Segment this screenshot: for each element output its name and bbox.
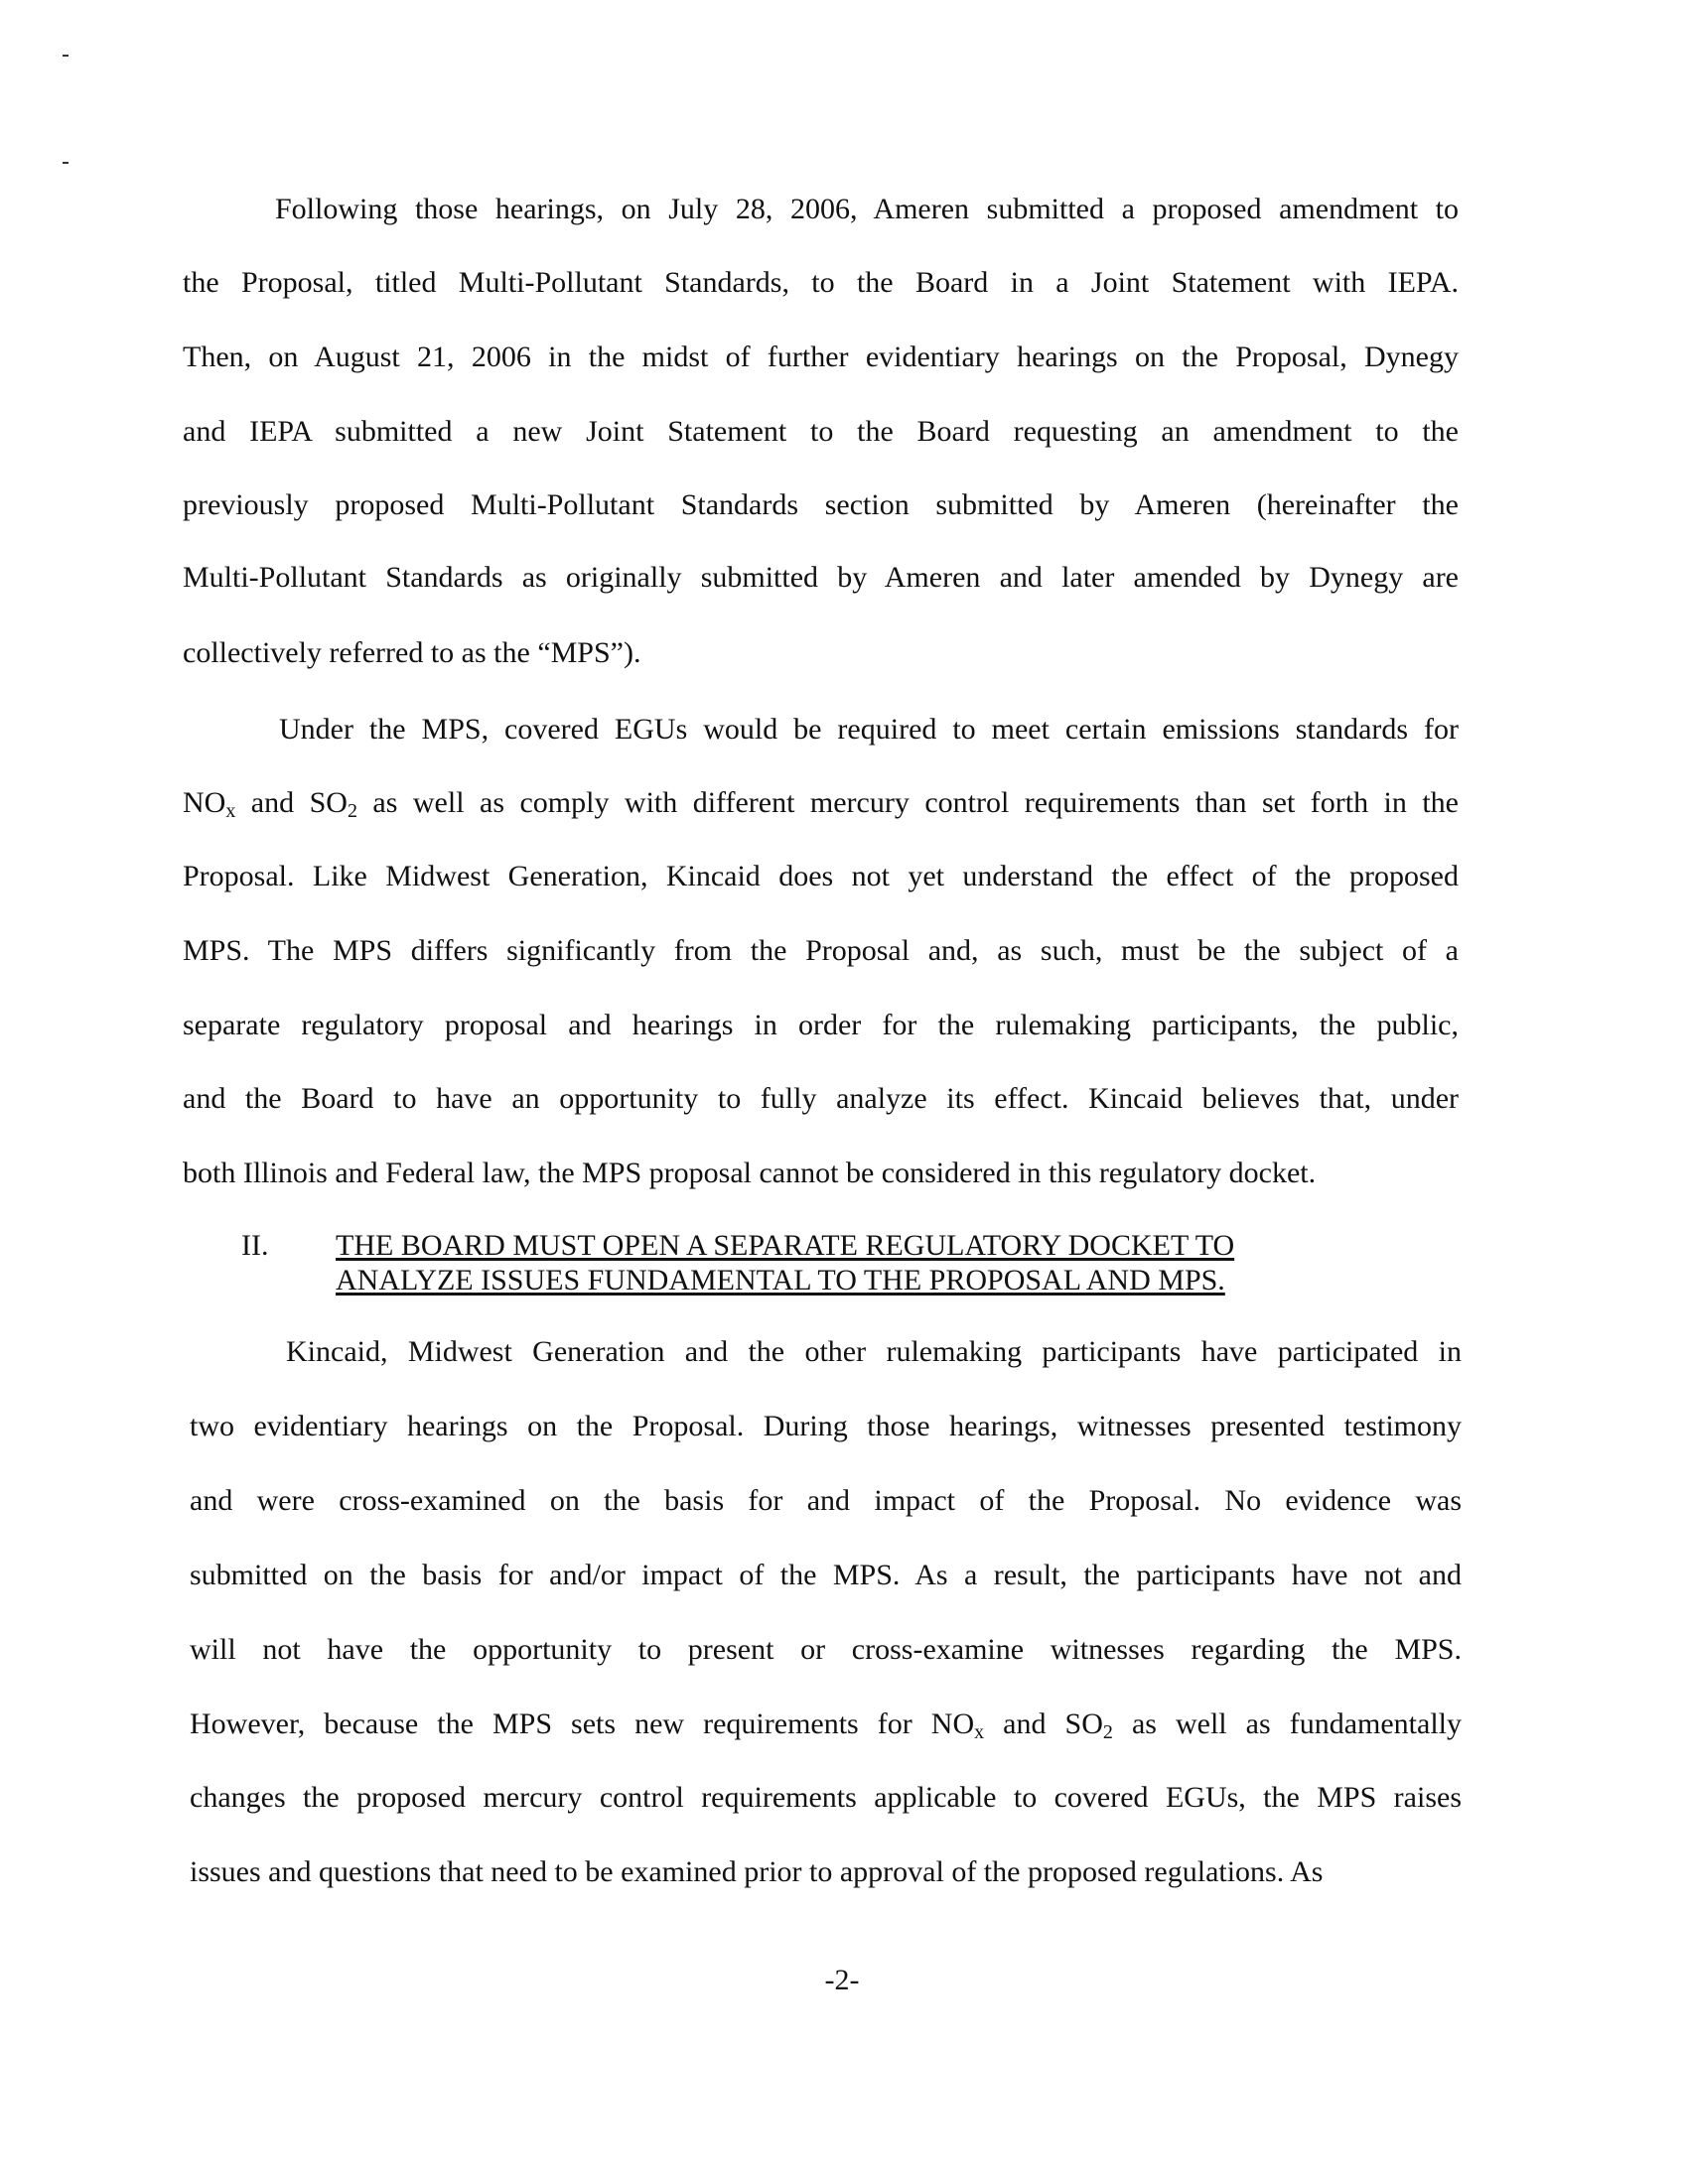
paragraph-line — [190, 1558, 1462, 1593]
paragraph-line — [190, 1854, 1323, 1890]
text-segment: and SO — [984, 1707, 1103, 1740]
paragraph-line — [190, 1780, 1462, 1816]
paragraph-line — [190, 1409, 1462, 1444]
section-title-line: ANALYZE ISSUES FUNDAMENTAL TO THE PROPOSAL AND MPS. — [336, 1264, 1225, 1297]
text-segment: collectively referred to as the “MPS”). — [183, 636, 641, 669]
text-segment: issues and questions that need to be examined prior to approval of the proposed regulations. As — [190, 1855, 1324, 1888]
paragraph-line — [190, 1483, 1462, 1519]
text-segment: the Proposal, titled Multi-Pollutant Standards, to the Board in a Joint Statement with IEPA. — [183, 266, 1459, 299]
text-segment: changes the proposed mercury control requirements applicable to covered EGUs, the MPS raises — [190, 1781, 1462, 1814]
paragraph-line — [190, 1706, 1462, 1742]
section-number: II. — [241, 1229, 269, 1262]
section-heading-line-1 — [336, 1228, 1234, 1263]
text-segment: Then, on August 21, 2006 in the midst of further evidentiary hearings on the Proposal, Dynegy — [183, 341, 1459, 373]
paragraph-line — [183, 487, 1459, 523]
paragraph-line — [190, 1632, 1462, 1668]
text-segment: NO — [183, 786, 226, 819]
paragraph-line — [183, 635, 640, 671]
text-segment: as well as comply with different mercury control requirements than set forth in the — [356, 786, 1459, 819]
paragraph-line — [275, 192, 1459, 227]
paragraph-line — [183, 785, 1459, 821]
paragraph-line — [183, 340, 1459, 375]
text-segment: and were cross-examined on the basis for and impact of the Proposal. No evidence was — [190, 1484, 1462, 1517]
text-segment: as well as fundamentally — [1112, 1707, 1462, 1740]
text-segment: and the Board to have an opportunity to fully analyze its effect. Kincaid believes that, under — [183, 1082, 1459, 1115]
text-segment: MPS. The MPS differs significantly from the Proposal and, as such, must be the subject of a — [183, 934, 1459, 967]
paragraph-line — [183, 1156, 1316, 1191]
text-segment: both Illinois and Federal law, the MPS proposal cannot be considered in this regulatory docket. — [183, 1157, 1317, 1189]
text-segment: and SO — [235, 786, 348, 819]
paragraph-line — [183, 1008, 1459, 1043]
text-segment: previously proposed Multi-Pollutant Standards section submitted by Ameren (hereinafter the — [183, 488, 1459, 521]
paragraph-line — [286, 1334, 1462, 1370]
text-segment: Multi-Pollutant Standards as originally submitted by Ameren and later amended by Dynegy are — [183, 561, 1459, 594]
subscript: x — [225, 800, 236, 822]
paragraph-line — [183, 265, 1459, 301]
text-segment: separate regulatory proposal and hearings in order for the rulemaking participants, the public, — [183, 1009, 1459, 1041]
paragraph-line — [183, 414, 1459, 450]
page-number: -2- — [824, 1964, 860, 1996]
paragraph-line — [183, 933, 1459, 969]
paragraph-line — [183, 1081, 1459, 1117]
text-segment: submitted on the basis for and/or impact of the MPS. As a result, the participants have not and — [190, 1559, 1462, 1591]
text-segment: Following those hearings, on July 28, 2006, Ameren submitted a proposed amendment to — [275, 193, 1459, 225]
text-segment: will not have the opportunity to present or cross-examine witnesses regarding the MPS. — [190, 1633, 1462, 1666]
subscript: 2 — [347, 800, 357, 822]
paragraph-line — [183, 560, 1459, 596]
subscript: x — [974, 1721, 985, 1743]
text-segment: and IEPA submitted a new Joint Statement to the Board requesting an amendment to the — [183, 415, 1459, 448]
paragraph-line — [183, 859, 1459, 894]
text-segment: Proposal. Like Midwest Generation, Kincaid does not yet understand the effect of the proposed — [183, 860, 1459, 892]
section-title-line: THE BOARD MUST OPEN A SEPARATE REGULATORY DOCKET TO — [336, 1229, 1235, 1262]
section-heading — [241, 1228, 268, 1263]
text-segment: Kincaid, Midwest Generation and the other rulemaking participants have participated in — [286, 1335, 1462, 1368]
subscript: 2 — [1102, 1721, 1113, 1743]
scan-mark — [63, 162, 69, 164]
section-heading-line-2 — [336, 1263, 1225, 1297]
paragraph-line — [279, 712, 1459, 748]
text-segment: Under the MPS, covered EGUs would be required to meet certain emissions standards for — [279, 713, 1459, 746]
text-segment: two evidentiary hearings on the Proposal. During those hearings, witnesses presented testimony — [190, 1410, 1462, 1442]
text-segment: However, because the MPS sets new requirements for NO — [190, 1707, 975, 1740]
scan-mark — [63, 55, 69, 57]
